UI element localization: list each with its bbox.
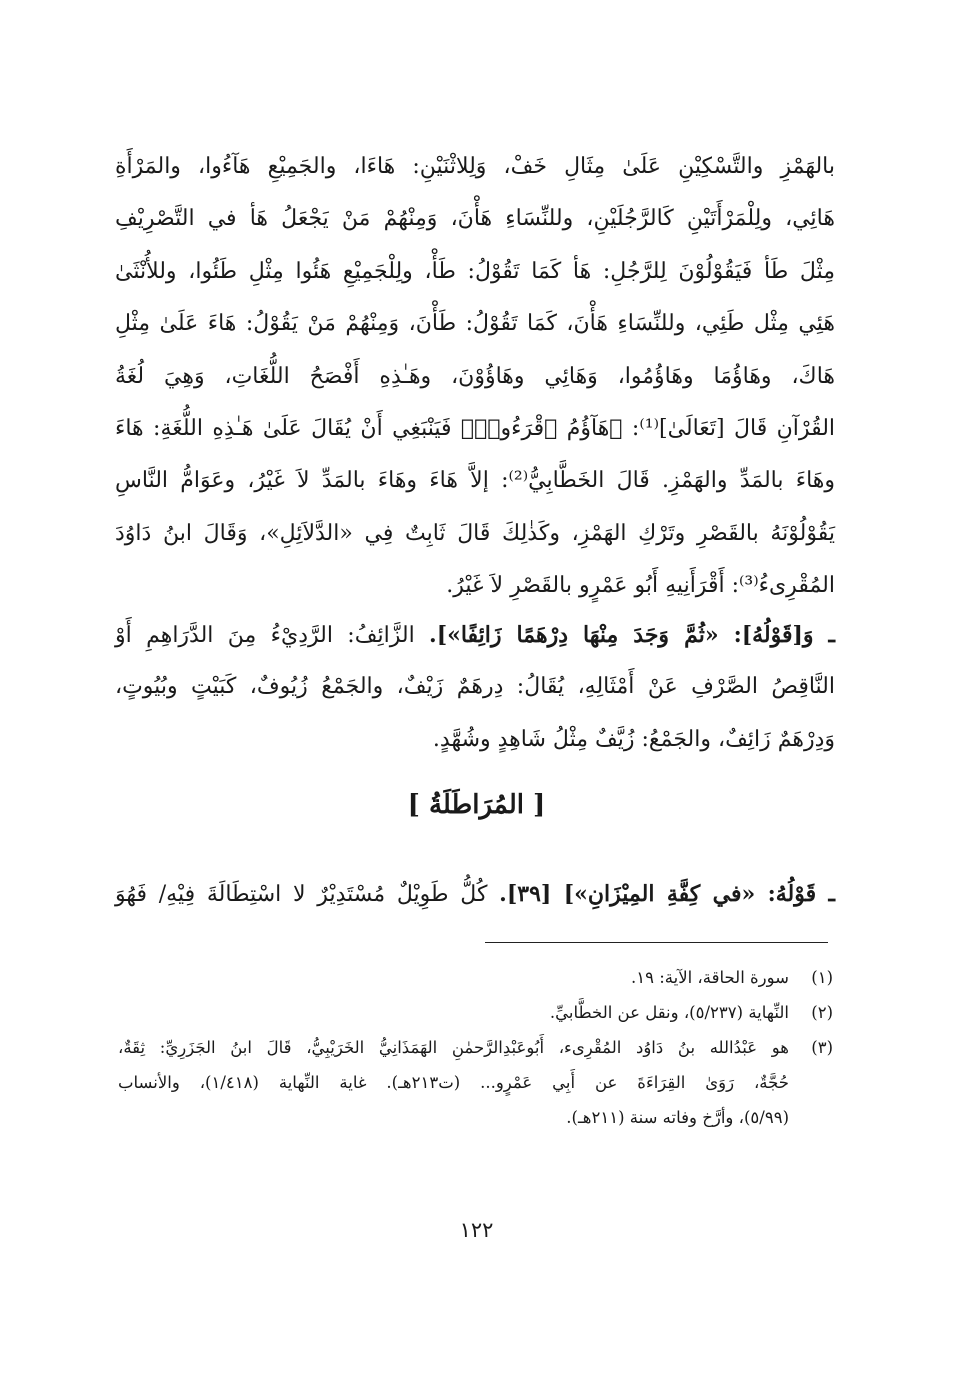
footnote-line: حُجَّةٌ، رَوَىٰ القِرَاءَةَ عن أَبِي عَمْرٍو... (ت٢١٣هـ). غاية النِّهاية (١/٤١٨)، والأنساب <box>118 1073 790 1092</box>
lemma-quote: ـ قَوْلُهُ: «في كِفَّةِ المِيْزَانِ»] [٣٩]. <box>499 881 835 907</box>
footnote-line: النِّهاية (٥/٢٣٧)، ونقل عن الخطَّابيِّ. <box>549 1003 789 1022</box>
text-line: هَائِي، ولِلْمَرْأَتَيْنِ كَالرَّجُلَيْنِ، وللنِّسَاءِ هَأْنَ، وَمِنْهُمْ مَنْ يَجْعَلُ هَأ في التَّصْرِيْفِ <box>115 206 835 232</box>
footnote-text <box>118 1030 789 1135</box>
footnote-divider <box>485 942 828 943</box>
text-line: القُرْآنِ قَالَ [تَعَالَىٰ]⁽¹⁾: ﴿هَآؤُمُ ٱقْرَءُوا۟﴾ فَيَنْبَغِي أَنْ يُقَالَ عَلَىٰ هَـٰذِهِ اللُّغَةِ: هَاءَ <box>115 415 836 441</box>
text-line: هَاكَ، وهَاؤُمَا وهَاؤُمُوا، وَهَائِي وهَاؤُوْنَ، وهَـٰذِهِ أَفْصَحُ اللُّغَاتِ، وَهِيَ لُغَةُ <box>115 363 835 389</box>
page-number: ١٢٢ <box>459 1218 494 1242</box>
footnote-number: (١) <box>811 968 833 987</box>
text-line: المُقْرِىءُ⁽³⁾: أَقْرَأَنِيهِ أَبُو عَمْرٍو بالقَصْرِ لاَ غَيْرُ. <box>446 573 835 599</box>
lemma-quote: ـ وَ[قَوْلُهُ]: «ثُمَّ وَجَدَ مِنْهَا دِرْهَمًا زَائِفًا»]. <box>429 622 835 648</box>
line-text: الزَّائِفُ: الرَّدِيْءُ مِنَ الدَّرَاهِمِ أَوْ <box>115 623 430 648</box>
paragraph-3 <box>115 868 835 920</box>
line-text: كُلُّ طَوِيْلٌ مُسْتَدِيْرٌ لا اسْتِطَالَةَ فِيْهِ/ فَهُوَ <box>115 882 500 907</box>
footnote-3 <box>118 1030 833 1135</box>
footnote-text <box>118 995 789 1030</box>
text-line <box>115 609 835 661</box>
footnote-line: هو عَبْدُالله بنُ دَاوُد المُقْرِىء، أَبُوعَبْدِالرَّحمٰنِ الهَمَذَانِيُّ الخَرَيْبِيُّ، قَالَ ابنُ الجَزَرِيِّ: ثِقَةٌ، <box>118 1038 789 1057</box>
section-heading: [ المُرَاطَلَةُ ] <box>407 790 546 820</box>
footnote-number: (٢) <box>811 1003 833 1022</box>
paragraph-2 <box>115 609 835 766</box>
text-line: النَّاقِصُ الصَّرْفِ عَنْ أَمْثَالِهِ، يُقَالُ: دِرهَمٌ زَيْفٌ، والجَمْعُ زُيُوفٌ، كَبَيْتٍ وبُيُوتٍ، <box>115 674 835 700</box>
footnote-line: (٥/٩٩)، وأرَّخ وفاته سنة (٢١١هـ). <box>566 1108 789 1127</box>
text-line: هَئِي مِثْل طَئِي، وللنِّسَاءِ هَأْنَ، كَمَا تَقُوْلُ: طَأْنَ، وَمِنْهُمْ مَنْ يَقُوْلُ: هَاءَ عَلَىٰ مِثْلِ <box>115 311 835 337</box>
text-line: وهَاءَ بالمَدِّ والهَمْزِ. قَالَ الخَطَّابِيُّ⁽²⁾: إلاَّ هَاءَ وهَاءَ بالمَدِّ لاَ غَيْرُ، وعَوَامُّ النَّاسِ <box>115 468 835 494</box>
footnote-2 <box>118 995 833 1030</box>
text-line: وَدِرْهَمٌ زَائِفٌ، والجَمْعُ: زُيَّفٌ مِثْلُ شَاهِدٍ وشُهَّدٍ. <box>432 726 835 752</box>
footnote-line: سورة الحاقة، الآية: ١٩. <box>630 968 789 987</box>
footnotes <box>118 960 833 1135</box>
footnote-text <box>118 960 789 995</box>
paragraph-1 <box>115 141 835 613</box>
text-line: بالهَمْزِ والتَّسْكِيْنِ عَلَىٰ مِثَالِ خَفْ، وَلِلاثْنَيْنِ: هَاءَا، والجَمِيْعِ هَآءُوا، والمَرْأَةِ <box>115 154 835 179</box>
footnote-1 <box>118 960 833 995</box>
text-line <box>115 868 835 920</box>
text-line: مِثْلَ طَأ فَيَقُوْلُوْنَ لِلرَّجُلِ: هَأ كَمَا تَقُوْلُ: طَأْ، ولِلْجَمِيْعِ هَئُوا مِثْلِ طَئُوا، وللأُنْثَىٰ <box>115 258 835 284</box>
footnote-number: (٣) <box>811 1038 833 1057</box>
text-line: يَقُوْلُوْنَهُ بالقَصْرِ وتَرْكِ الهَمْزِ، وكَذٰلِكَ قَالَ ثَابِتٌ فِي «الدَّلاَئِلِ»، وَقَالَ ابنُ دَاوُدَ <box>115 520 835 546</box>
